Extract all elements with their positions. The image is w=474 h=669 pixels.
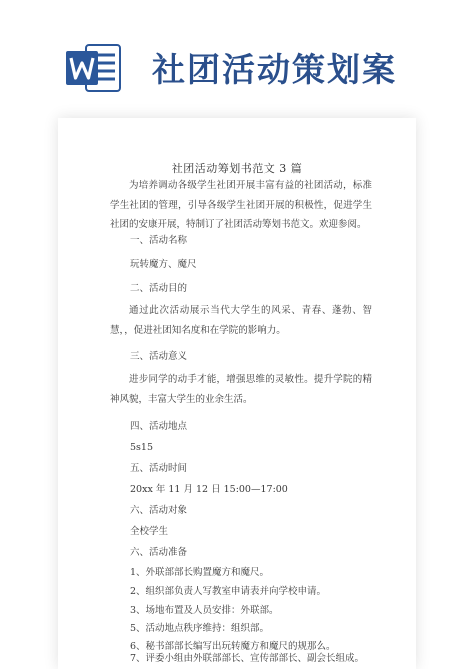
activity-name: 玩转魔方、魔尺 xyxy=(130,259,197,270)
section-5-heading: 五、活动时间 xyxy=(130,463,188,474)
section-7-heading: 六、活动准备 xyxy=(130,547,188,558)
prep-item-6: 6、秘书部部长编写出玩转魔方和魔尺的规那么。 xyxy=(130,641,336,652)
prep-item-2: 2、组织部负责人写教室申请表并向学校申请。 xyxy=(130,586,327,597)
activity-audience: 全校学生 xyxy=(130,526,169,537)
prep-item-5: 5、活动地点秩序维持：组织部。 xyxy=(130,623,270,634)
banner-title: 社团活动策划案 xyxy=(152,50,397,89)
document-title: 社团活动筹划书范文 3 篇 xyxy=(171,162,303,175)
section-1-heading: 一、活动名称 xyxy=(130,235,188,246)
activity-time: 20xx 年 11 月 12 日 15:00—17:00 xyxy=(130,484,288,495)
section-2-heading: 二、活动目的 xyxy=(130,283,188,294)
prep-item-3: 3、场地布置及人员安排：外联部。 xyxy=(130,605,279,616)
prep-item-1: 1、外联部部长购置魔方和魔尺。 xyxy=(130,567,270,578)
word-document-icon xyxy=(66,41,122,95)
section-4-heading: 四、活动地点 xyxy=(130,421,188,432)
significance-paragraph: 进步同学的动手才能，增强思维的灵敏性。提升学院的精神风貌，丰富大学生的业余生活。 xyxy=(110,374,372,405)
banner xyxy=(0,0,474,110)
purpose-paragraph: 通过此次活动展示当代大学生的风采、青春、蓬勃、智慧，，促进社团知名度和在学院的影响力。 xyxy=(110,305,372,336)
intro-paragraph: 为培养调动各级学生社团开展丰富有益的社团活动，标准学生社团的管理，引导各级学生社团开展的积极性，促进学生社团的安康开展，特制订了社团活动筹划书范文。欢迎参阅。 xyxy=(110,180,372,230)
section-6-heading: 六、活动对象 xyxy=(130,505,188,516)
section-3-heading: 三、活动意义 xyxy=(130,351,188,362)
activity-location: 5s15 xyxy=(130,442,154,453)
prep-item-7: 7、评委小组由外联部部长、宣传部部长、副会长组成。 xyxy=(130,653,365,664)
